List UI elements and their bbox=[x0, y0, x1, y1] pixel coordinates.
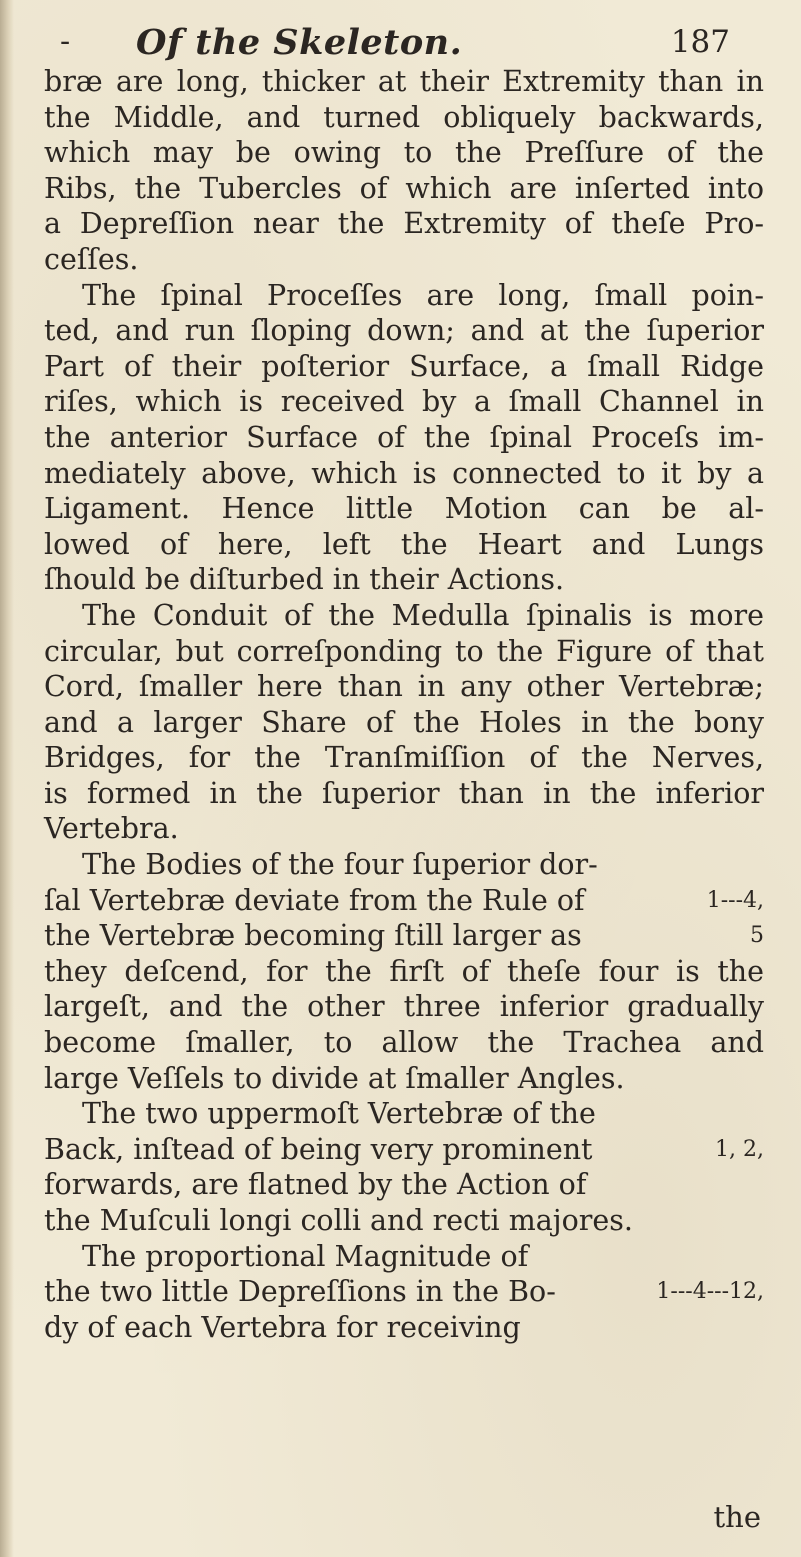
text-line-content: the Muſculi longi colli and recti majores. bbox=[44, 1204, 633, 1237]
text-line bbox=[44, 242, 764, 278]
text-line bbox=[44, 634, 764, 670]
text-line bbox=[44, 349, 764, 385]
text-line-content: and a larger Share of the Holes in the bony bbox=[44, 705, 764, 739]
header-dash: - bbox=[60, 24, 71, 59]
text-line bbox=[44, 669, 764, 705]
body-text bbox=[44, 64, 764, 1345]
text-line-content: Bridges, for the Tranſmiſſion of the Nerves, bbox=[44, 741, 764, 775]
text-line bbox=[44, 420, 764, 456]
text-line bbox=[44, 918, 764, 954]
text-line bbox=[44, 384, 764, 420]
text-line-content: The Bodies of the four ſuperior dor- bbox=[82, 848, 598, 882]
text-line-content: Cord, ſmaller here than in any other Vertebræ; bbox=[44, 670, 764, 704]
text-line bbox=[44, 1239, 764, 1275]
text-line bbox=[44, 64, 764, 100]
running-header bbox=[60, 22, 750, 66]
text-line bbox=[44, 776, 764, 812]
text-line-content: ſal Vertebræ deviate from the Rule of bbox=[44, 883, 585, 917]
text-line-content: The two uppermoſt Vertebræ of the bbox=[82, 1097, 596, 1131]
text-line bbox=[44, 1061, 764, 1097]
text-line bbox=[44, 1274, 764, 1310]
text-line bbox=[44, 562, 764, 598]
text-line bbox=[44, 456, 764, 492]
text-line bbox=[44, 847, 764, 883]
text-line-content: riſes, which is received by a ſmall Channel in bbox=[44, 385, 764, 419]
text-line-content: Part of their poſterior Surface, a ſmall Ridge bbox=[44, 349, 764, 383]
text-line-content: mediately above, which is connected to it by a bbox=[44, 456, 764, 490]
margin-note: 5 bbox=[750, 923, 764, 949]
header-title: Of the Skeleton. bbox=[136, 22, 463, 63]
text-line-content: largeſt, and the other three inferior gradually bbox=[44, 990, 764, 1024]
text-line-content: dy of each Vertebra for receiving bbox=[44, 1310, 521, 1344]
text-line-content: ceſſes. bbox=[44, 242, 139, 276]
margin-note: 1, 2, bbox=[715, 1136, 764, 1162]
text-line-content: become ſmaller, to allow the Trachea and bbox=[44, 1026, 764, 1060]
text-line bbox=[44, 1167, 764, 1203]
text-line-content: the Middle, and turned obliquely backwards, bbox=[44, 100, 764, 134]
text-line bbox=[44, 527, 764, 563]
text-line-content: Back, inſtead of being very prominent bbox=[44, 1132, 593, 1166]
text-line-content: Ligament. Hence little Motion can be al- bbox=[44, 492, 764, 526]
text-line-content: the anterior Surface of the ſpinal Proceſs im- bbox=[44, 420, 764, 454]
text-line bbox=[44, 206, 764, 242]
page-gutter bbox=[0, 0, 14, 1557]
text-line-content: which may be owing to the Preſſure of the bbox=[44, 136, 764, 170]
text-line bbox=[44, 705, 764, 741]
catchword: the bbox=[713, 1500, 761, 1534]
text-line-content: Vertebra. bbox=[44, 812, 179, 846]
text-line bbox=[44, 135, 764, 171]
text-line bbox=[44, 1310, 764, 1346]
text-line-content: they deſcend, for the firſt of theſe four is the bbox=[44, 954, 764, 988]
text-line bbox=[44, 989, 764, 1025]
text-line bbox=[44, 100, 764, 136]
text-line-content: ted, and run ſloping down; and at the ſuperior bbox=[44, 314, 764, 348]
text-line-content: The ſpinal Proceſſes are long, ſmall poin- bbox=[82, 278, 764, 312]
text-line bbox=[44, 811, 764, 847]
text-line bbox=[44, 598, 764, 634]
page-number: 187 bbox=[670, 24, 730, 60]
text-line-content: lowed of here, left the Heart and Lungs bbox=[44, 527, 764, 561]
text-line-content: circular, but correſponding to the Figure of that bbox=[44, 634, 764, 668]
text-line-content: is formed in the ſuperior than in the inferior bbox=[44, 776, 764, 810]
text-line bbox=[44, 740, 764, 776]
text-line bbox=[44, 1203, 764, 1239]
text-line bbox=[44, 313, 764, 349]
text-line-content: ſhould be diſturbed in their Actions. bbox=[44, 563, 565, 597]
text-line-content: the two little Depreſſions in the Bo- bbox=[44, 1275, 556, 1309]
text-line bbox=[44, 1025, 764, 1061]
text-line bbox=[44, 954, 764, 990]
text-line bbox=[44, 171, 764, 207]
text-line-content: bræ are long, thicker at their Extremity than in bbox=[44, 65, 764, 98]
text-line bbox=[44, 1096, 764, 1132]
text-line bbox=[44, 491, 764, 527]
text-line bbox=[44, 278, 764, 314]
margin-note: 1---4---12, bbox=[656, 1279, 764, 1305]
text-line-content: The Conduit of the Medulla ſpinalis is more bbox=[82, 598, 764, 632]
text-line-content: forwards, are flatned by the Action of bbox=[44, 1168, 587, 1202]
text-line-content: large Veſſels to divide at ſmaller Angles. bbox=[44, 1061, 625, 1095]
text-line bbox=[44, 883, 764, 919]
text-line-content: Ribs, the Tubercles of which are inſerted into bbox=[44, 171, 764, 205]
text-line-content: a Depreſſion near the Extremity of theſe Pro- bbox=[44, 207, 764, 241]
margin-note: 1---4, bbox=[706, 887, 764, 913]
text-line bbox=[44, 1132, 764, 1168]
text-line-content: the Vertebræ becoming ſtill larger as bbox=[44, 919, 582, 953]
text-line-content: The proportional Magnitude of bbox=[82, 1239, 529, 1273]
